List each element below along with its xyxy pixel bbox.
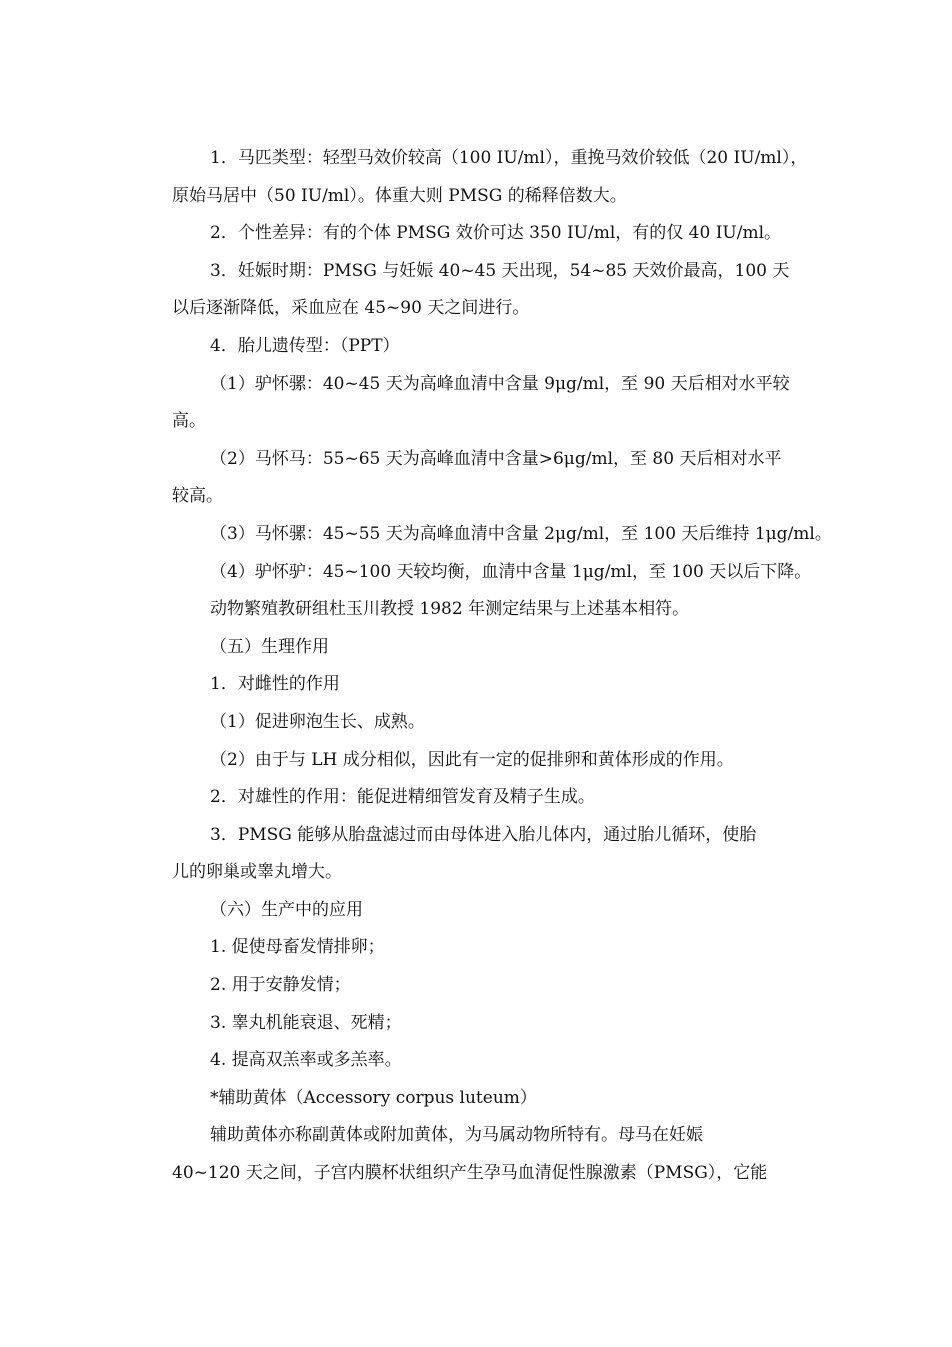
text-line: 2. 用于安静发情； bbox=[210, 975, 351, 996]
paragraph bbox=[172, 704, 812, 742]
text-line: 1．马匹类型：轻型马效价较高（100 IU/ml），重挽马效价较低（20 IU/ml）， bbox=[210, 148, 808, 168]
text-line: 3．妊娠时期：PMSG 与妊娠 40~45 天出现，54~85 天效价最高，100 天 bbox=[210, 260, 790, 281]
text-line: 1．对雌性的作用 bbox=[210, 674, 340, 695]
paragraph bbox=[172, 591, 812, 629]
paragraph bbox=[172, 516, 832, 554]
text-line: （4）驴怀驴：45~100 天较均衡，血清中含量 1μg/ml，至 100 天以后下降。 bbox=[210, 561, 812, 582]
text-line: 3．PMSG 能够从胎盘滤过而由母体进入胎儿体内，通过胎儿循环，使胎 bbox=[210, 824, 757, 845]
paragraph bbox=[172, 629, 812, 667]
text-line: *辅助黄体（Accessory corpus luteum） bbox=[210, 1087, 537, 1108]
paragraph bbox=[172, 1042, 812, 1080]
text-line: 4. 提高双羔率或多羔率。 bbox=[210, 1050, 402, 1071]
text-line: （2）由于与 LH 成分相似，因此有一定的促排卵和黄体形成的作用。 bbox=[210, 749, 734, 770]
text-line: 儿的卵巢或睾丸增大。 bbox=[172, 862, 342, 883]
text-line: 较高。 bbox=[172, 486, 223, 507]
paragraph bbox=[172, 441, 812, 516]
paragraph bbox=[172, 892, 812, 930]
text-line: 40~120 天之间，子宫内膜杯状组织产生孕马血清促性腺激素（PMSG），它能 bbox=[172, 1163, 768, 1184]
text-line: 2．对雄性的作用：能促进精细管发育及精子生成。 bbox=[210, 787, 595, 808]
text-line: （五）生理作用 bbox=[210, 636, 329, 657]
paragraph bbox=[172, 779, 812, 817]
paragraph bbox=[172, 742, 812, 780]
text-line: （3）马怀骡：45~55 天为高峰血清中含量 2μg/ml，至 100 天后维持 1μg/ml。 bbox=[210, 523, 832, 544]
text-line: 3. 睾丸机能衰退、死精； bbox=[210, 1012, 402, 1033]
paragraph bbox=[172, 1117, 812, 1192]
text-line: 高。 bbox=[172, 411, 206, 432]
paragraph bbox=[172, 554, 812, 592]
text-line: 以后逐渐降低，采血应在 45~90 天之间进行。 bbox=[172, 298, 530, 319]
paragraph bbox=[172, 666, 812, 704]
paragraph bbox=[172, 1080, 812, 1118]
text-line: （2）马怀马：55~65 天为高峰血清中含量>6μg/ml，至 80 天后相对水平 bbox=[210, 448, 782, 469]
text-line: （1）驴怀骡：40~45 天为高峰血清中含量 9μg/ml，至 90 天后相对水平较 bbox=[210, 373, 790, 394]
paragraph bbox=[172, 1005, 812, 1043]
paragraph bbox=[172, 253, 812, 328]
paragraph bbox=[172, 366, 812, 441]
text-line: 动物繁殖教研组杜玉川教授 1982 年测定结果与上述基本相符。 bbox=[210, 599, 690, 620]
paragraph bbox=[172, 328, 812, 366]
text-line: 4．胎儿遗传型：（PPT） bbox=[210, 335, 400, 356]
paragraph bbox=[172, 817, 812, 892]
paragraph bbox=[172, 140, 812, 215]
text-line: 原始马居中（50 IU/ml）。体重大则 PMSG 的稀释倍数大。 bbox=[172, 185, 627, 206]
text-line: （1）促进卵泡生长、成熟。 bbox=[210, 711, 425, 732]
paragraph bbox=[172, 215, 812, 253]
document-body bbox=[172, 140, 832, 1193]
paragraph bbox=[172, 929, 812, 967]
paragraph bbox=[172, 967, 812, 1005]
text-line: 1. 促使母畜发情排卵； bbox=[210, 937, 385, 958]
text-line: 辅助黄体亦称副黄体或附加黄体，为马属动物所特有。母马在妊娠 bbox=[210, 1125, 703, 1146]
text-line: 2．个性差异：有的个体 PMSG 效价可达 350 IU/ml，有的仅 40 IU/ml。 bbox=[210, 223, 782, 244]
text-line: （六）生产中的应用 bbox=[210, 899, 363, 920]
